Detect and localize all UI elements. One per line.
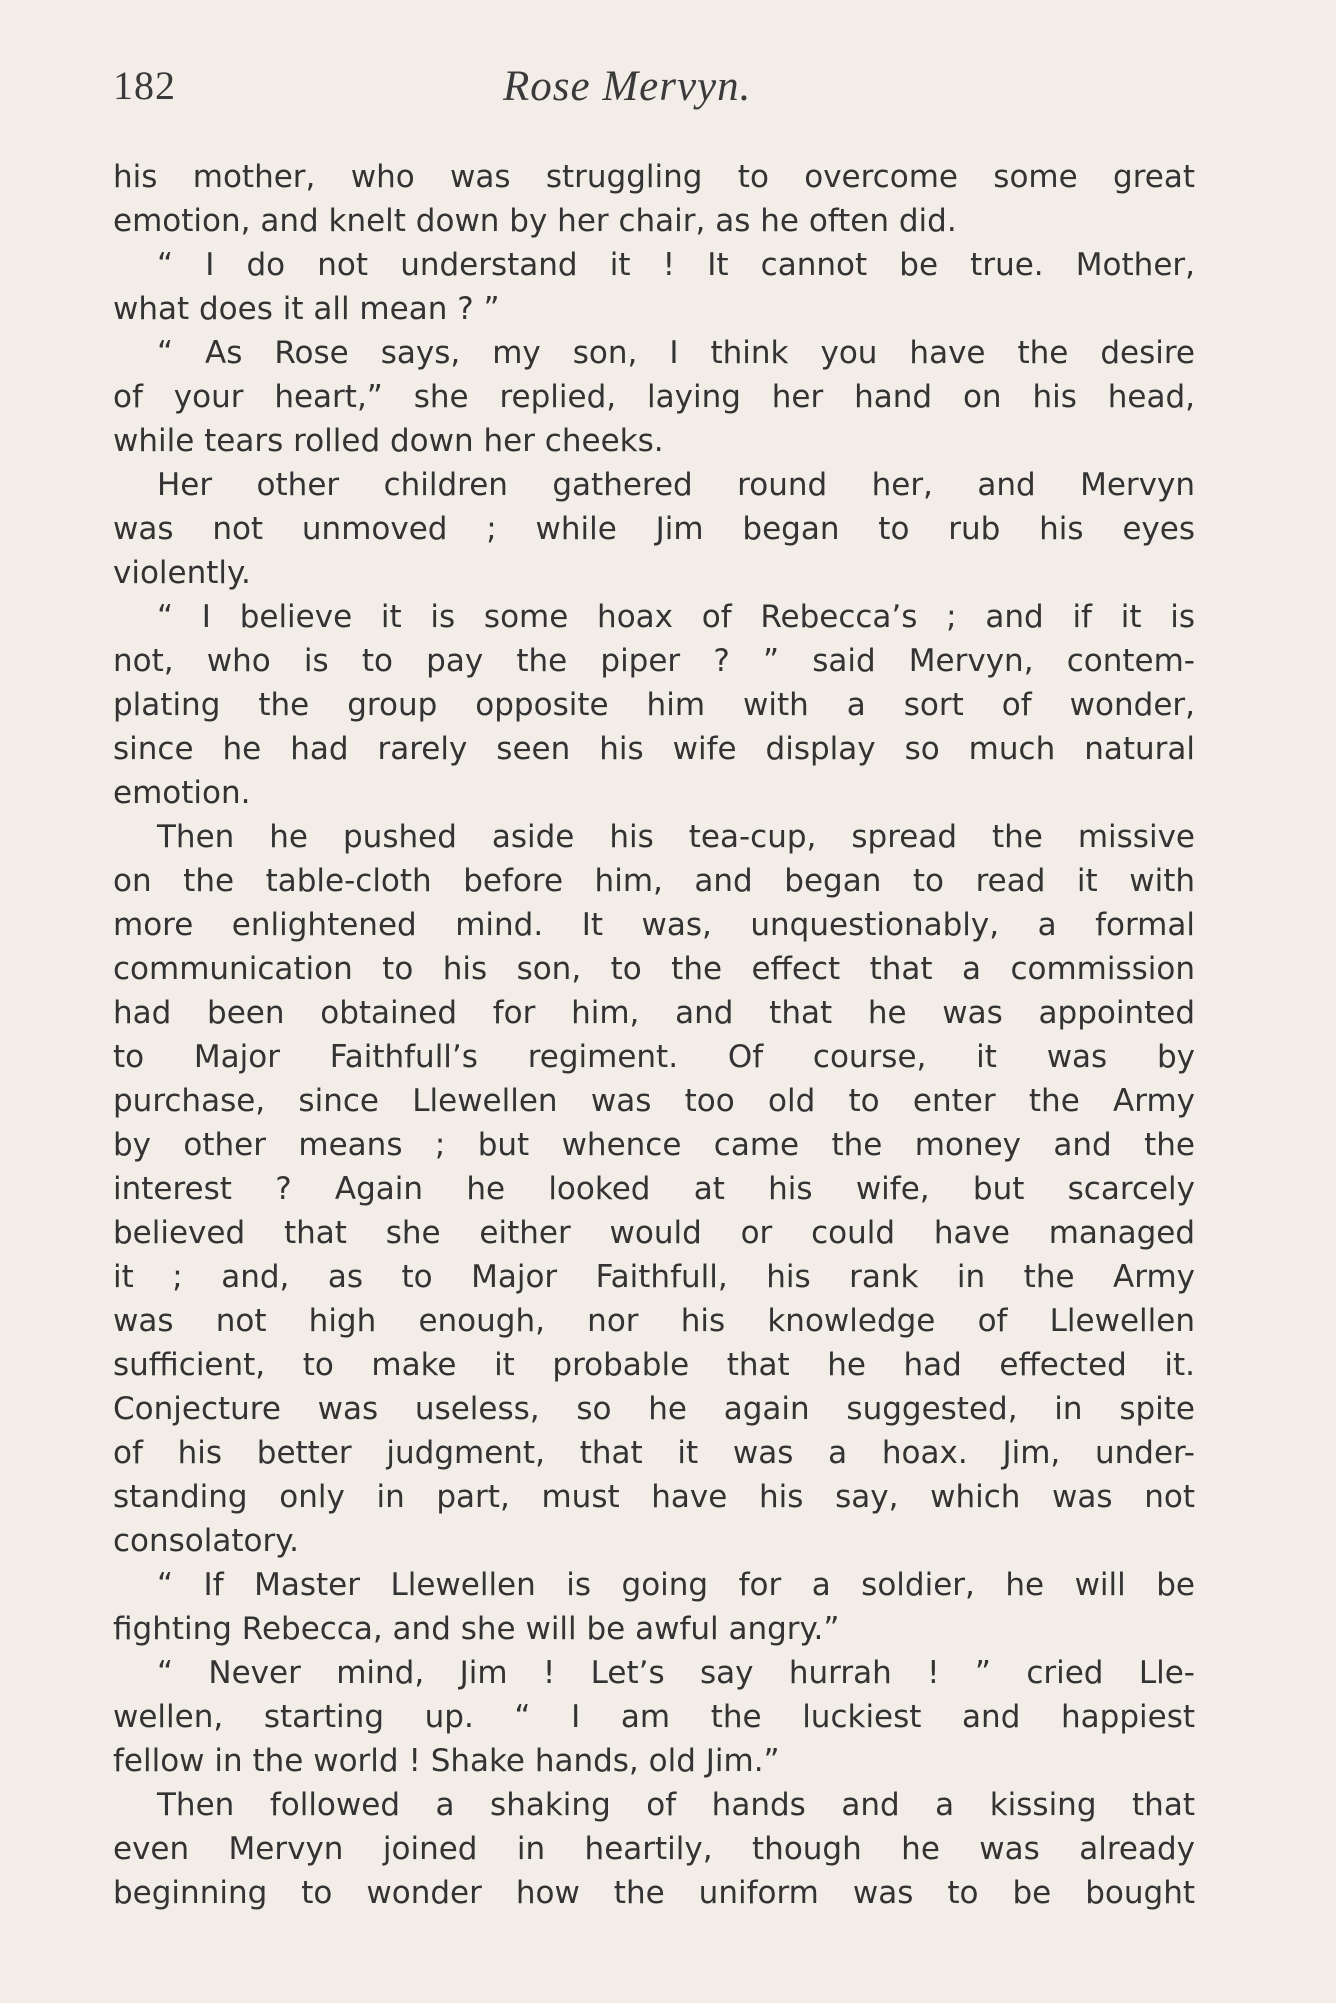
text-line: Conjecture was useless, so he again suggested, in spite bbox=[113, 1391, 1195, 1427]
text-line: plating the group opposite him with a sort of wonder, bbox=[113, 687, 1195, 723]
text-line: violently. bbox=[113, 555, 251, 591]
text-line: his mother, who was struggling to overcome some great bbox=[113, 159, 1195, 195]
running-title: Rose Mervyn. bbox=[503, 63, 752, 110]
text-line: communication to his son, to the effect that a commission bbox=[113, 951, 1195, 987]
text-line: to Major Faithfull’s regiment. Of course, it was by bbox=[113, 1039, 1195, 1075]
text-line: emotion. bbox=[113, 775, 251, 811]
text-line: what does it all mean ? ” bbox=[113, 291, 500, 327]
text-line: beginning to wonder how the uniform was to be bought bbox=[113, 1875, 1195, 1911]
page-number: 182 bbox=[113, 63, 176, 108]
text-line: consolatory. bbox=[113, 1523, 300, 1559]
text-line: not, who is to pay the piper ? ” said Mervyn, contem- bbox=[113, 643, 1195, 679]
text-line: of his better judgment, that it was a hoax. Jim, under- bbox=[113, 1435, 1195, 1471]
text-line: “ If Master Llewellen is going for a soldier, he will be bbox=[157, 1567, 1195, 1603]
text-line: emotion, and knelt down by her chair, as he often did. bbox=[113, 203, 957, 239]
text-line: “ Never mind, Jim ! Let’s say hurrah ! ” cried Lle- bbox=[157, 1655, 1195, 1691]
text-line: purchase, since Llewellen was too old to enter the Army bbox=[113, 1083, 1195, 1119]
text-line: sufficient, to make it probable that he had effected it. bbox=[113, 1347, 1195, 1383]
page-header bbox=[113, 62, 1193, 122]
text-line: more enlightened mind. It was, unquestionably, a formal bbox=[113, 907, 1195, 943]
text-line: was not unmoved ; while Jim began to rub his eyes bbox=[113, 511, 1195, 547]
text-line: on the table-cloth before him, and began to read it with bbox=[113, 863, 1195, 899]
text-line: “ As Rose says, my son, I think you have the desire bbox=[157, 335, 1195, 371]
text-line: while tears rolled down her cheeks. bbox=[113, 423, 664, 459]
text-line: since he had rarely seen his wife display so much natural bbox=[113, 731, 1195, 767]
text-line: of your heart,” she replied, laying her hand on his head, bbox=[113, 379, 1195, 415]
text-line: it ; and, as to Major Faithfull, his rank in the Army bbox=[113, 1259, 1195, 1295]
text-line: “ I do not understand it ! It cannot be true. Mother, bbox=[157, 247, 1195, 283]
text-line: by other means ; but whence came the money and the bbox=[113, 1127, 1195, 1163]
text-line: interest ? Again he looked at his wife, but scarcely bbox=[113, 1171, 1195, 1207]
text-line: even Mervyn joined in heartily, though he was already bbox=[113, 1831, 1195, 1867]
text-line: was not high enough, nor his knowledge of Llewellen bbox=[113, 1303, 1195, 1339]
text-line: believed that she either would or could have managed bbox=[113, 1215, 1195, 1251]
text-line: standing only in part, must have his say, which was not bbox=[113, 1479, 1195, 1515]
text-line: Then followed a shaking of hands and a kissing that bbox=[157, 1787, 1195, 1823]
text-line: had been obtained for him, and that he was appointed bbox=[113, 995, 1195, 1031]
text-line: fellow in the world ! Shake hands, old Jim.” bbox=[113, 1743, 780, 1779]
text-line: “ I believe it is some hoax of Rebecca’s ; and if it is bbox=[157, 599, 1195, 635]
text-line: wellen, starting up. “ I am the luckiest and happiest bbox=[113, 1699, 1195, 1735]
body-text bbox=[113, 155, 1195, 1915]
text-line: Then he pushed aside his tea-cup, spread the missive bbox=[157, 819, 1195, 855]
text-line: fighting Rebecca, and she will be awful angry.” bbox=[113, 1611, 840, 1647]
text-line: Her other children gathered round her, and Mervyn bbox=[157, 467, 1195, 503]
